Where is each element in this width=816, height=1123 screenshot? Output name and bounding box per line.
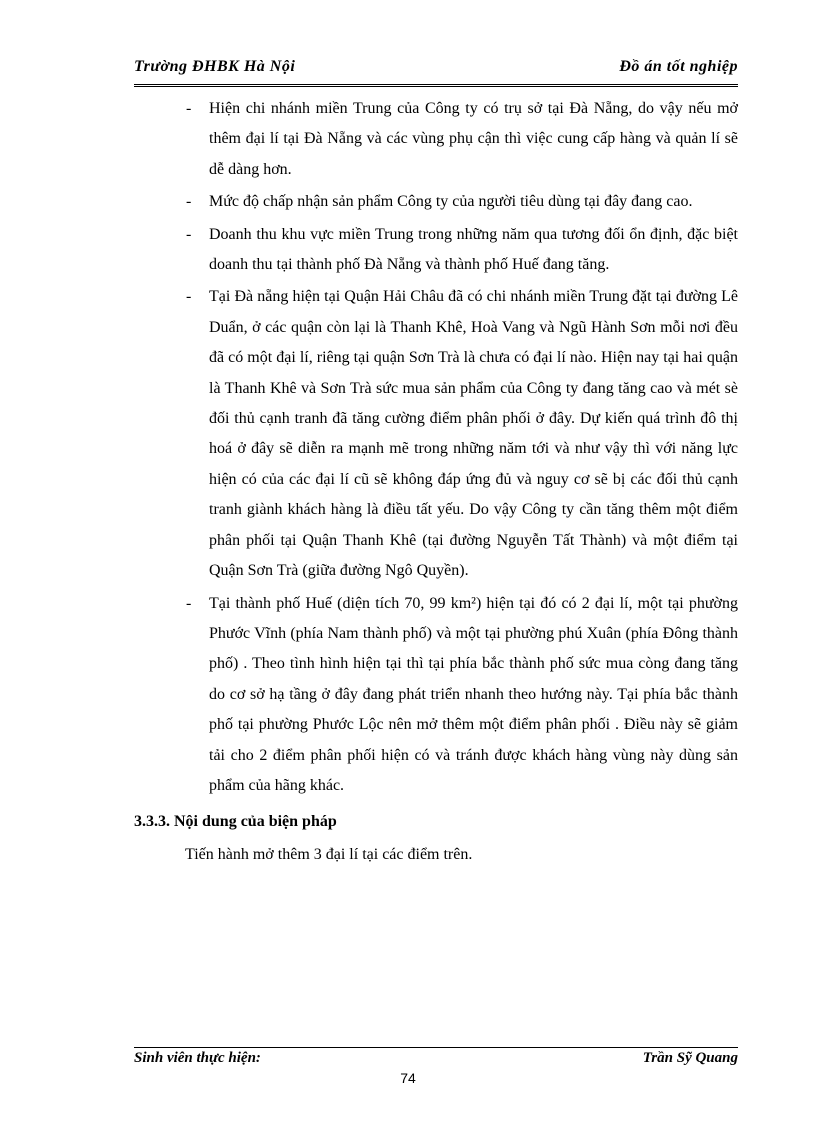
bullet-item	[134, 220, 738, 281]
footer-author: Trần Sỹ Quang	[642, 1050, 738, 1066]
bullet-list	[134, 94, 738, 801]
bullet-dash: -	[186, 288, 192, 306]
section-heading: 3.3.3. Nội dung của biện pháp	[134, 813, 337, 831]
bullet-text: Hiện chi nhánh miền Trung của Công ty có trụ sở tại Đà Nẵng, do vậy nếu mở thêm đại lí tại Đà Nẵng và các vùng phụ cận thì việc cung cấp hàng và quản lí sẽ dễ dàng hơn.	[209, 100, 738, 178]
bullet-dash: -	[186, 100, 192, 117]
bullet-item	[134, 282, 738, 586]
bullet-item	[134, 187, 738, 217]
bullet-item	[134, 94, 738, 185]
page-footer	[134, 1047, 738, 1066]
page-number: 74	[400, 1070, 416, 1086]
bullet-dash: -	[186, 225, 192, 243]
bullet-text: Doanh thu khu vực miền Trung trong những năm qua tương đối ổn định, đặc biệt doanh thu tại thành phố Đà Nẵng và thành phố Huế đang tăng.	[209, 225, 738, 274]
page-content	[134, 94, 738, 870]
bullet-text: Tại thành phố Huế (diện tích 70, 99 km²) hiện tại đó có 2 đại lí, một tại phường Phước Vĩnh (phía Nam thành phố) và một tại phường phú Xuân (phía Đông thành phố) . Theo tình hình hiện tại thì tại phía bắc thành phố sức mua còng đang tăng do cơ sở hạ tầng ở đây đang phát triển nhanh theo hướng này. Tại phía bắc thành phố tại phường Phước Lộc nên mở thêm một điểm phân phối . Điều này sẽ giảm tải cho 2 điểm phân phối hiện có và tránh được khách hàng vùng này dùng sản phẩm của hãng khác.	[209, 594, 738, 794]
header-school: Trường ĐHBK Hà Nội	[134, 58, 296, 75]
section-body: Tiến hành mở thêm 3 đại lí tại các điểm trên.	[185, 845, 473, 863]
bullet-text: Mức độ chấp nhận sản phẩm Công ty của người tiêu dùng tại đây đang cao.	[209, 193, 693, 211]
bullet-item	[134, 589, 738, 802]
bullet-text: Tại Đà nẵng hiện tại Quận Hải Châu đã có chi nhánh miền Trung đặt tại đường Lê Duẩn, ở các quận còn lại là Thanh Khê, Hoà Vang và Ngũ Hành Sơn mỗi nơi đều đã có một đại lí, riêng tại quận Sơn Trà là chưa có đại lí nào. Hiện nay tại hai quận là Thanh Khê và Sơn Trà sức mua sản phẩm của Công ty đang tăng cao và mét sè đối thủ cạnh tranh đã tăng cường điểm phân phối ở đây. Dự kiến quá trình đô thị hoá ở đây sẽ diễn ra mạnh mẽ trong những năm tới và như vậy thì với năng lực hiện có của các đại lí cũ sẽ không đáp ứng đủ và nguy cơ sẽ bị các đối thủ cạnh tranh giành khách hàng là điều tất yếu. Do vậy Công ty cần tăng thêm một điểm phân phối tại Quận Thanh Khê (tại đường Nguyễn Tất Thành) và một điểm tại Quận Sơn Trà (giữa đường Ngô Quyền).	[209, 288, 738, 580]
header-doc-type: Đồ án tốt nghiệp	[619, 58, 738, 75]
bullet-dash: -	[186, 594, 192, 612]
footer-student-label: Sinh viên thực hiện:	[134, 1050, 261, 1066]
page-header	[134, 58, 738, 87]
bullet-dash: -	[186, 193, 192, 211]
